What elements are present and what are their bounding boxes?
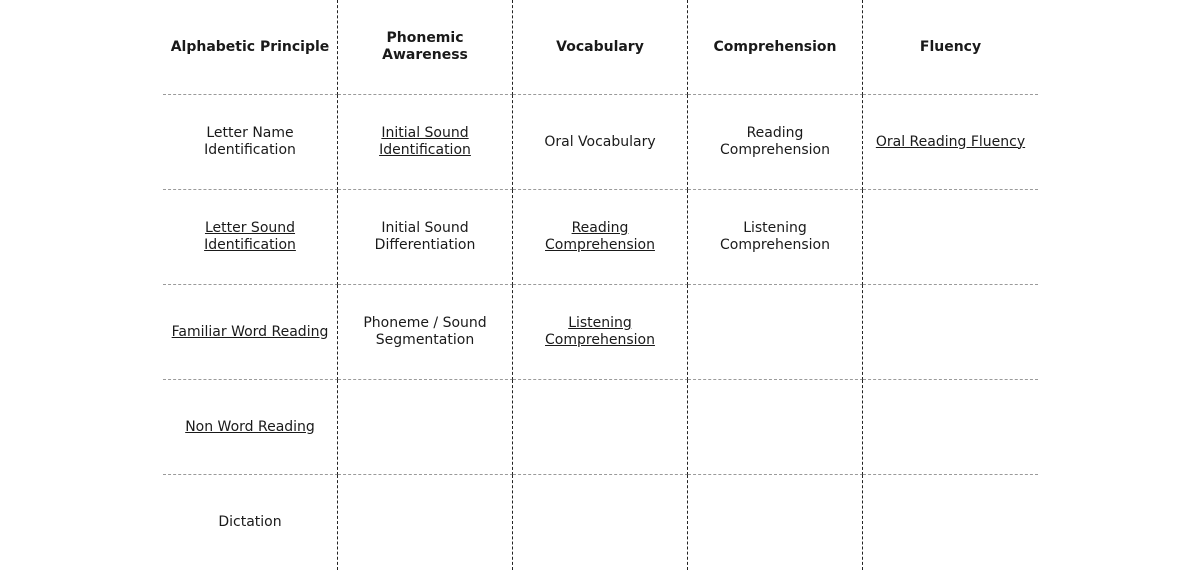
skill-link-non-word-reading[interactable]: Non Word Reading	[185, 418, 315, 435]
table-cell-empty	[338, 380, 513, 475]
column-header-comprehension: Comprehension	[688, 0, 863, 95]
table-cell	[163, 190, 338, 285]
skill-link-oral-reading-fluency[interactable]: Oral Reading Fluency	[875, 133, 1026, 150]
skill-link-initial-sound-identification[interactable]: Initial Sound Identification	[379, 125, 471, 158]
cell-text: Oral Vocabulary	[544, 133, 656, 150]
column-header-fluency: Fluency	[863, 0, 1038, 95]
cell-text: Phoneme / Sound Segmentation	[363, 315, 487, 348]
column-header-vocabulary: Vocabulary	[513, 0, 688, 95]
table-cell	[863, 95, 1038, 190]
skills-table	[163, 0, 1038, 570]
column-header-phonemic-awareness: Phonemic Awareness	[338, 0, 513, 95]
skill-link-listening-comprehension[interactable]: Listening Comprehension	[545, 315, 655, 348]
cell-text: Listening Comprehension	[720, 220, 830, 253]
cell-text: Initial Sound Differentiation	[374, 220, 476, 253]
skill-link-familiar-word-reading[interactable]: Familiar Word Reading	[171, 323, 329, 340]
table-cell-empty	[863, 285, 1038, 380]
skill-link-reading-comprehension[interactable]: Reading Comprehension	[545, 220, 655, 253]
table-cell-empty	[513, 380, 688, 475]
table-cell-empty	[688, 475, 863, 570]
table-cell-empty	[513, 475, 688, 570]
table-cell	[513, 285, 688, 380]
table-cell-empty	[863, 190, 1038, 285]
table-cell	[688, 190, 863, 285]
table-cell	[163, 285, 338, 380]
table-cell	[163, 475, 338, 570]
table-cell	[688, 95, 863, 190]
table-cell-empty	[863, 380, 1038, 475]
table-cell	[338, 285, 513, 380]
column-header-alphabetic-principle: Alphabetic Principle	[163, 0, 338, 95]
table-cell	[338, 95, 513, 190]
table-cell-empty	[688, 285, 863, 380]
table-cell-empty	[863, 475, 1038, 570]
skill-link-letter-sound-identification[interactable]: Letter Sound Identification	[204, 220, 296, 253]
table-cell-empty	[338, 475, 513, 570]
cell-text: Reading Comprehension	[720, 125, 830, 158]
table-cell	[513, 95, 688, 190]
table-cell-empty	[688, 380, 863, 475]
table-cell	[163, 95, 338, 190]
cell-text: Letter Name Identification	[204, 125, 296, 158]
table-cell	[163, 380, 338, 475]
table-cell	[513, 190, 688, 285]
table-cell	[338, 190, 513, 285]
cell-text: Dictation	[218, 514, 282, 530]
